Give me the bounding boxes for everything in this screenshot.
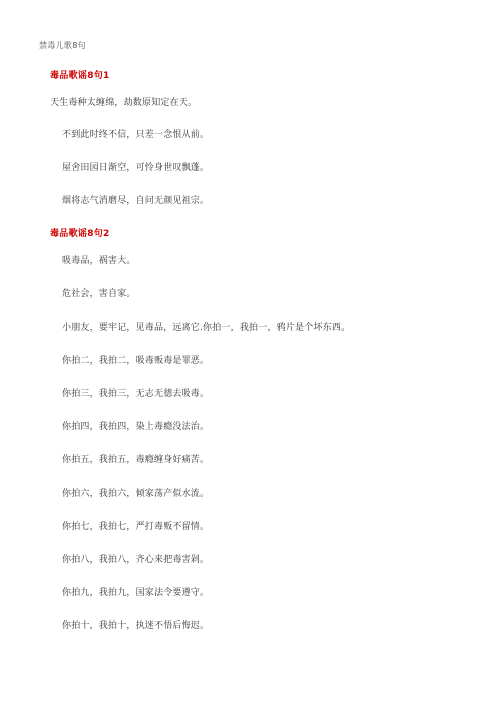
page-header-title: 禁毒儿歌8句 [39, 41, 86, 50]
rhyme-line: 你拍五，我拍五，毒瘾缠身好痛苦。 [62, 455, 210, 465]
poem-line: 天生毒种太缠绵，劫数原知定在天。 [50, 98, 198, 108]
rhyme-line: 你拍六，我拍六，倾家荡产似水流。 [62, 489, 210, 499]
rhyme-line: 你拍七，我拍七，严打毒贩不留情。 [62, 522, 210, 532]
rhyme-line: 你拍八，我拍八，齐心来把毒害剁。 [62, 555, 210, 565]
rhyme-line: 小朋友，要牢记，见毒品，远离它.你拍一，我拍一，鸦片是个坏东西。 [62, 323, 351, 333]
section-heading-1: 毒品歌谣8句1 [50, 71, 110, 81]
poem-line: 烟将志气消磨尽，自问无颜见祖宗。 [62, 196, 210, 206]
rhyme-line: 你拍九，我拍九，国家法令要遵守。 [62, 588, 210, 598]
rhyme-line: 你拍十，我拍十，执迷不悟后悔迟。 [62, 621, 210, 631]
rhyme-line: 你拍三，我拍三，无志无德去吸毒。 [62, 389, 210, 399]
section-heading-2: 毒品歌谣8句2 [50, 229, 110, 239]
rhyme-line: 吸毒品，祸害大。 [62, 256, 136, 266]
rhyme-line: 危社会，害自家。 [62, 289, 136, 299]
poem-line: 不到此时终不信，只差一念恨从前。 [62, 130, 210, 140]
poem-line: 屋舍田园日渐空，可怜身世叹飘蓬。 [62, 163, 210, 173]
rhyme-line: 你拍二，我拍二，吸毒贩毒是罪恶。 [62, 356, 210, 366]
rhyme-line: 你拍四，我拍四，染上毒瘾没法治。 [62, 422, 210, 432]
